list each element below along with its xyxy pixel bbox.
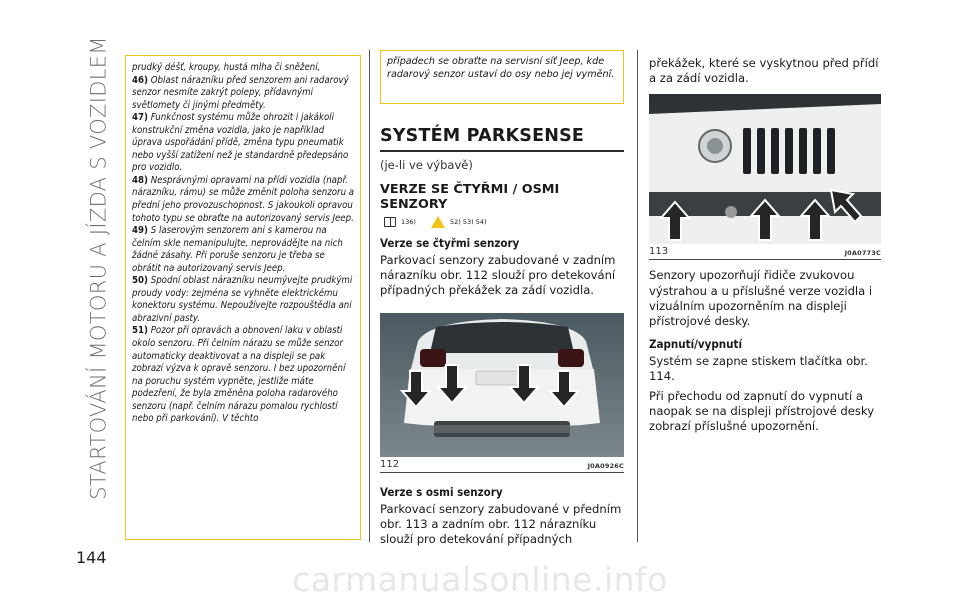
figure-caption-113 — [649, 246, 881, 260]
column-divider — [369, 50, 370, 542]
warning-ref: 52) 53) 54) — [449, 218, 487, 226]
warning-box-left — [125, 55, 361, 540]
front-car-illustration — [649, 94, 881, 244]
page-number: 144 — [76, 548, 107, 567]
rear-bumper-photo — [380, 313, 624, 457]
side-chapter-title — [78, 36, 120, 500]
figure-number: 113 — [649, 246, 669, 258]
heading-eight-sensors: Verze s osmi senzory — [380, 484, 503, 499]
text-eight-sensors: Parkovací senzory zabudované v předním obr. 113 a zadním obr. 112 nárazníku slouží pro detekování případných — [380, 501, 622, 547]
heading-on-off: Zapnutí/vypnutí — [649, 337, 743, 352]
figure-caption-112 — [380, 459, 624, 473]
watermark-text: carmanualsonline.info — [292, 560, 668, 599]
warning-item: 47) Funkčnost systému může ohrozit i jakákoli konstrukční změna vozidla, jako je například úprava uspořádání přídě, změna typu pneumatik nebo vyšší zatížení než je standardně předepsáno pro vozidlo. — [132, 112, 349, 174]
figure-code: J0A0773C — [844, 249, 881, 258]
text-sensor-warnings: Senzory upozorňují řidiče zvukovou výstrahou a u příslušné verze vozidla i vizuálním upozorněním na displeji přístrojové desky. — [649, 268, 873, 329]
reference-icons — [380, 216, 624, 228]
warning-box-middle: případech se obraťte na servisní síť Jeep, kde radarový senzor ustaví do osy nebo jej vyměnî. — [380, 50, 624, 104]
warning-item: 50) Spodní oblast nárazníku neumývejte prudkými proudy vody: zejména se vyhněte elektrickému konektoru systému. Nepoužívejte rozpouštědla ani abrazivní pasty. — [132, 275, 353, 324]
text-on-off-2: Při přechodu od zapnutí do vypnutí a naopak se na displeji přístrojové desky zobrazí příslušné upozornění. — [649, 388, 875, 434]
right-column — [649, 56, 881, 434]
warning-item: 48) Nesprávnými opravami na přídi vozidla (např. nárazníku, rámu) se může změnit poloha senzoru a přední jeho provozuschopnost. S jakoukoli opravou tohoto typu se obraťte na autorizovaný servis Jeep. — [132, 174, 355, 224]
text-four-sensors: Parkovací senzory zabudované v zadním nárazníku obr. 112 slouží pro detekování případných překážek za zádí vozidla. — [380, 253, 616, 298]
heading-four-sensors: Verze se čtyřmi senzory — [380, 236, 520, 250]
warning-item: 46) Oblast nárazníku před senzorem ani radarový senzor nesmíte zakrýt polepy, přídavnými světlomety či jinými předměty. — [132, 74, 349, 111]
text-on-off-1: Systém se zapne stiskem tlačítka obr. 114. — [649, 354, 868, 384]
warning-item: prudký déšť, kroupy, hustá mlha či sněžení, — [132, 62, 321, 73]
column-divider — [637, 50, 638, 542]
warning-item: 49) S laserovým senzorem ani s kamerou na čelním skle nemanipulujte, neprovádějte na nich žádné zásahy. Při poruše senzoru je třeba se obrátit na autorizovaný servis Jeep. — [132, 225, 343, 274]
book-icon — [384, 217, 396, 227]
front-bumper-photo — [649, 94, 881, 244]
figure-number: 112 — [380, 458, 400, 470]
section-note: (je-li ve výbavě) — [380, 158, 473, 172]
subsection-title: VERZE SE ČTYŘMI / OSMI SENZORY — [380, 182, 560, 212]
warning-item: 51) Pozor při opravách a obnovení laku v oblasti okolo senzoru. Při čelním nárazu se může senzor automaticky deaktivovat a na displeji se pak zobrazí výzva k opravě senzoru. I bez upozornění na poruchu systém vypněte, jestliže máte podezření, že byla změněna poloha radarového senzoru (např. čelním nárazu pomalou rychlostí nebo při parkování). V těchto — [132, 325, 346, 425]
text-continuation: překážek, které se vyskytnou před přídí a za zádí vozidla. — [649, 56, 879, 86]
rear-car-illustration — [380, 313, 624, 457]
middle-column — [380, 50, 624, 547]
section-title: SYSTÉM PARKSENSE — [380, 126, 624, 152]
warning-triangle-icon — [431, 216, 445, 228]
side-chapter-title-text: STARTOVÁNÍ MOTORU A JÍZDA S VOZIDLEM — [87, 36, 112, 500]
book-ref: 136) — [401, 218, 416, 226]
figure-code: J0A0926C — [587, 461, 624, 470]
